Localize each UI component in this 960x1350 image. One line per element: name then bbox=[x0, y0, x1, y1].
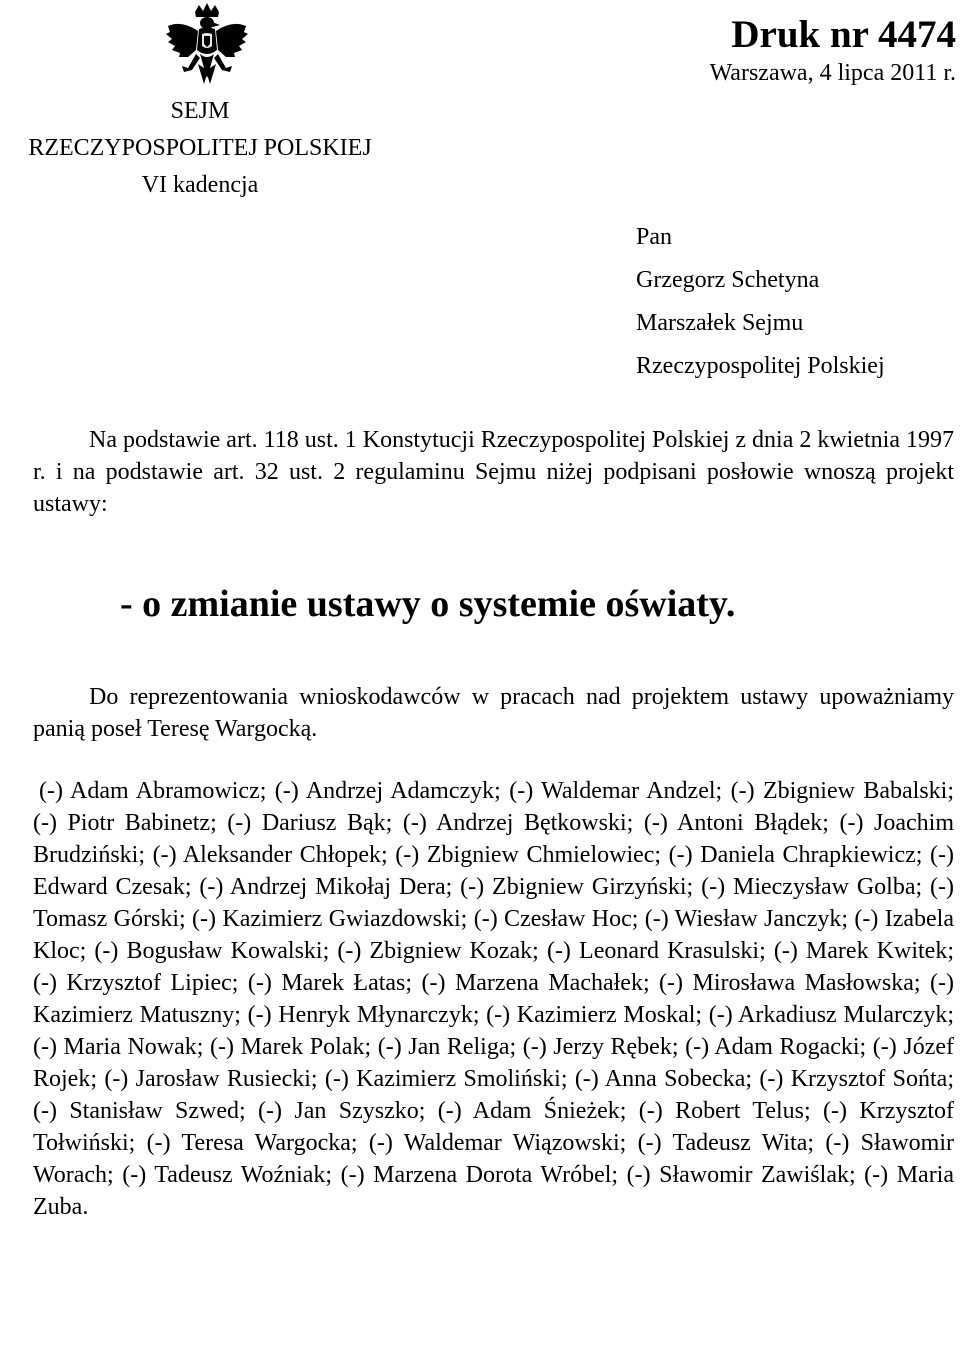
bill-subject: - o zmianie ustawy o systemie oświaty. bbox=[120, 583, 736, 625]
sejm-header bbox=[0, 93, 400, 204]
sejm-line-1: SEJM bbox=[170, 98, 230, 124]
addressee-line-1: Pan bbox=[636, 224, 672, 250]
document-number: Druk nr 4474 bbox=[731, 13, 956, 56]
addressee-line-2: Grzegorz Schetyna bbox=[636, 267, 820, 293]
intro-paragraph: Na podstawie art. 118 ust. 1 Konstytucji Rzeczypospolitej Polskiej z dnia 2 kwietnia 1997 r. i na podstawie art. 32 ust. 2 regulaminu Sejmu niżej podpisani posłowie wnoszą projekt ustawy: bbox=[33, 427, 954, 517]
polish-eagle-emblem-icon bbox=[160, 2, 254, 94]
document-date: Warszawa, 4 lipca 2011 r. bbox=[709, 60, 956, 86]
representation-paragraph: Do reprezentowania wnioskodawców w pracach nad projektem ustawy upoważniamy panią poseł Teresę Wargocką. bbox=[33, 684, 954, 742]
addressee-line-4: Rzeczypospolitej Polskiej bbox=[636, 353, 885, 379]
addressee-block bbox=[636, 216, 885, 388]
signatories-list: (-) Adam Abramowicz; (-) Andrzej Adamczyk; (-) Waldemar Andzel; (-) Zbigniew Babalski; (-) Piotr Babinetz; (-) Dariusz Bąk; (-) Andrzej Bętkowski; (-) Antoni Błądek; (-) Joachim Brudziński; (-) Aleksander Chłopek; (-) Zbigniew Chmielowiec; (-) Daniela Chrapkiewicz; (-) Edward Czesak; (-) Andrzej Mikołaj Dera; (-) Zbigniew Girzyński; (-) Mieczysław Golba; (-) Tomasz Górski; (-) Kazimierz Gwiazdowski; (-) Czesław Hoc; (-) Wiesław Janczyk; (-) Izabela Kloc; (-) Bogusław Kowalski; (-) Zbigniew Kozak; (-) Leonard Krasulski; (-) Marek Kwitek; (-) Krzysztof Lipiec; (-) Marek Łatas; (-) Marzena Machałek; (-) Mirosława Masłowska; (-) Kazimierz Matuszny; (-) Henryk Młynarczyk; (-) Kazimierz Moskal; (-) Arkadiusz Mularczyk; (-) Maria Nowak; (-) Marek Polak; (-) Jan Religa; (-) Jerzy Rębek; (-) Adam Rogacki; (-) Józef Rojek; (-) Jarosław Rusiecki; (-) Kazimierz Smoliński; (-) Anna Sobecka; (-) Krzysztof Sońta; (-) Stanisław Szwed; (-) Jan Szyszko; (-) Adam Śnieżek; (-) Robert Telus; (-) Krzysztof Tołwiński; (-) Teresa Wargocka; (-) Waldemar Wiązowski; (-) Tadeusz Wita; (-) Sławomir Worach; (-) Tadeusz Woźniak; (-) Marzena Dorota Wróbel; (-) Sławomir Zawiślak; (-) Maria Zuba. bbox=[33, 778, 954, 1220]
sejm-line-3: VI kadencja bbox=[141, 172, 259, 198]
addressee-line-3: Marszałek Sejmu bbox=[636, 310, 804, 336]
sejm-line-2: RZECZYPOSPOLITEJ POLSKIEJ bbox=[28, 135, 372, 161]
